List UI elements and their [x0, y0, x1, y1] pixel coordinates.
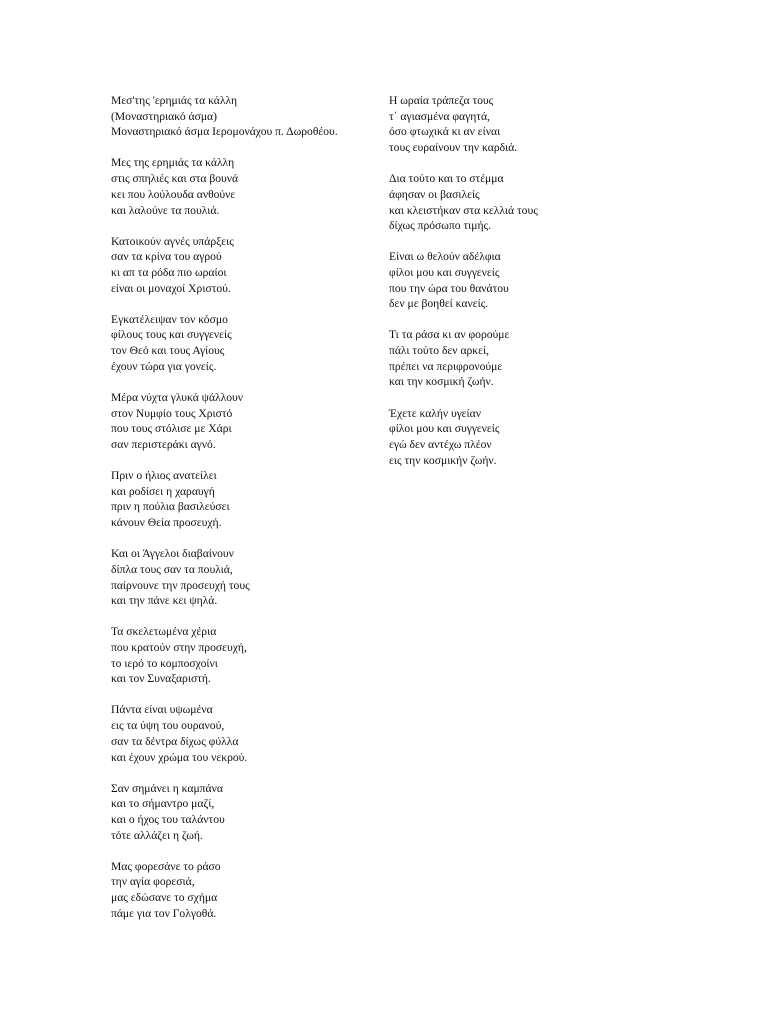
poem-line: άφησαν οι βασιλείς [389, 187, 480, 201]
poem-line: που την ώρα του θανάτου [389, 281, 509, 295]
poem-line: και τον Συναξαριστή. [111, 672, 211, 686]
poem-stanza [111, 155, 381, 218]
poem-line: είναι οι μοναχοί Χριστού. [111, 281, 231, 295]
poem-line: δεν με βοηθεί κανείς. [389, 297, 489, 311]
poem-left-column [111, 93, 381, 937]
poem-stanza [111, 859, 381, 922]
poem-line: Πριν ο ήλιος ανατείλει [111, 469, 217, 483]
poem-line: το ιερό το κομποσχοίνι [111, 656, 218, 670]
poem-stanza [111, 702, 381, 765]
poem-line: εις τα ύψη του ουρανού, [111, 719, 225, 733]
poem-line: Η ωραία τράπεζα τους [389, 94, 494, 107]
poem-line: που κρατούν στην προσευχή, [111, 640, 247, 654]
poem-line: Και οι Άγγελοι διαβαίνουν [111, 547, 234, 561]
poem-line: σαν τα δέντρα δίχως φύλλα [111, 734, 239, 748]
poem-line: Κατοικούν αγνές υπάρξεις [111, 234, 234, 248]
poem-line: στον Νυμφίο τους Χριστό [111, 406, 233, 420]
poem-line: πριν η πούλια βασιλεύσει [111, 500, 230, 514]
poem-line: Μες της ερημιάς τα κάλλη [111, 156, 235, 170]
poem-line: δίχως πρόσωπο τιμής. [389, 219, 492, 233]
poem-line: έχουν τώρα για γονείς. [111, 359, 217, 373]
poem-stanza [111, 781, 381, 844]
poem-line: και ο ήχος του ταλάντου [111, 812, 225, 826]
poem-stanza [389, 171, 689, 234]
poem-line: Εγκατέλειψαν τον κόσμο [111, 312, 228, 326]
poem-line: φίλοι μου και συγγενείς [389, 265, 500, 279]
poem-line: και το σήμαντρο μαζί, [111, 797, 215, 811]
poem-line: (Μοναστηριακό άσμα) [111, 109, 217, 123]
poem-stanza [389, 406, 689, 469]
poem-line: όσο φτωχικά κι αν είναι [389, 125, 501, 139]
poem-stanza [389, 93, 689, 156]
poem-line: δίπλα τους σαν τα πουλιά, [111, 562, 233, 576]
poem-right-column [389, 93, 689, 484]
poem-stanza [111, 546, 381, 609]
poem-line: πάλι τούτο δεν αρκεί, [389, 344, 490, 358]
poem-line: και έχουν χρώμα του νεκρού. [111, 750, 248, 764]
poem-line: εγώ δεν αντέχω πλέον [389, 437, 492, 451]
poem-line: και κλειστήκαν στα κελλιά τους [389, 203, 538, 217]
poem-stanza [111, 624, 381, 687]
poem-stanza [111, 234, 381, 297]
poem-line: την αγία φορεσιά, [111, 875, 195, 889]
poem-line: κι απ τα ρόδα πιο ωραίοι [111, 265, 227, 279]
poem-line: και λαλούνε τα πουλιά. [111, 203, 220, 217]
poem-line: Τι τα ράσα κι αν φορούμε [389, 328, 510, 342]
poem-stanza [111, 312, 381, 375]
poem-line: Είναι ω θελούν αδέλφια [389, 250, 501, 264]
poem-line: κάνουν Θεία προσευχή. [111, 516, 222, 530]
poem-line: Δια τούτο και το στέμμα [389, 172, 504, 186]
poem-line: Μεσ'της 'ερημιάς τα κάλλη [111, 94, 238, 107]
poem-line: παίρνουνε την προσευχή τους [111, 578, 250, 592]
poem-line: σαν τα κρίνα του αγρού [111, 250, 222, 264]
poem-line: τον Θεό και τους Αγίους [111, 344, 225, 358]
poem-line: Μέρα νύχτα γλυκά ψάλλουν [111, 390, 244, 404]
poem-line: στις σπηλιές και στα βουνά [111, 172, 239, 186]
poem-line: και ροδίσει η χαραυγή [111, 484, 215, 498]
poem-line: τότε αλλάζει η ζωή. [111, 828, 203, 842]
poem-line: Μας φορεσάνε το ράσο [111, 859, 221, 873]
poem-line: πρέπει να περιφρονούμε [389, 359, 503, 373]
poem-line: Τα σκελετωμένα χέρια [111, 625, 217, 639]
poem-line: και την πάνε κει ψηλά. [111, 594, 218, 608]
poem-line: Μοναστηριακό άσμα Ιερομονάχου π. Δωροθέου. [111, 125, 338, 139]
poem-stanza [111, 93, 381, 140]
poem-stanza [111, 468, 381, 531]
poem-line: σαν περιστεράκι αγνό. [111, 437, 216, 451]
poem-line: Πάντα είναι υψωμένα [111, 703, 213, 717]
poem-stanza [111, 390, 381, 453]
poem-line: εις την κοσμικήν ζωήν. [389, 453, 497, 467]
poem-line: φίλοι μου και συγγενείς [389, 422, 500, 436]
poem-line: που τους στόλισε με Χάρι [111, 422, 232, 436]
poem-line: Σαν σημάνει η καμπάνα [111, 781, 223, 795]
poem-line: τους ευραίνουν την καρδιά. [389, 141, 518, 155]
poem-line: Έχετε καλήν υγείαν [389, 406, 481, 420]
poem-line: φίλους τους και συγγενείς [111, 328, 232, 342]
poem-line: κει που λούλουδα ανθούνε [111, 187, 236, 201]
poem-line: και την κοσμική ζωήν. [389, 375, 494, 389]
poem-line: πάμε για τον Γολγοθά. [111, 906, 217, 920]
poem-stanza [389, 249, 689, 312]
poem-line: τ΄ αγιασμένα φαγητά, [389, 109, 490, 123]
poem-stanza [389, 327, 689, 390]
poem-line: μας εδώσανε το σχήμα [111, 891, 218, 905]
